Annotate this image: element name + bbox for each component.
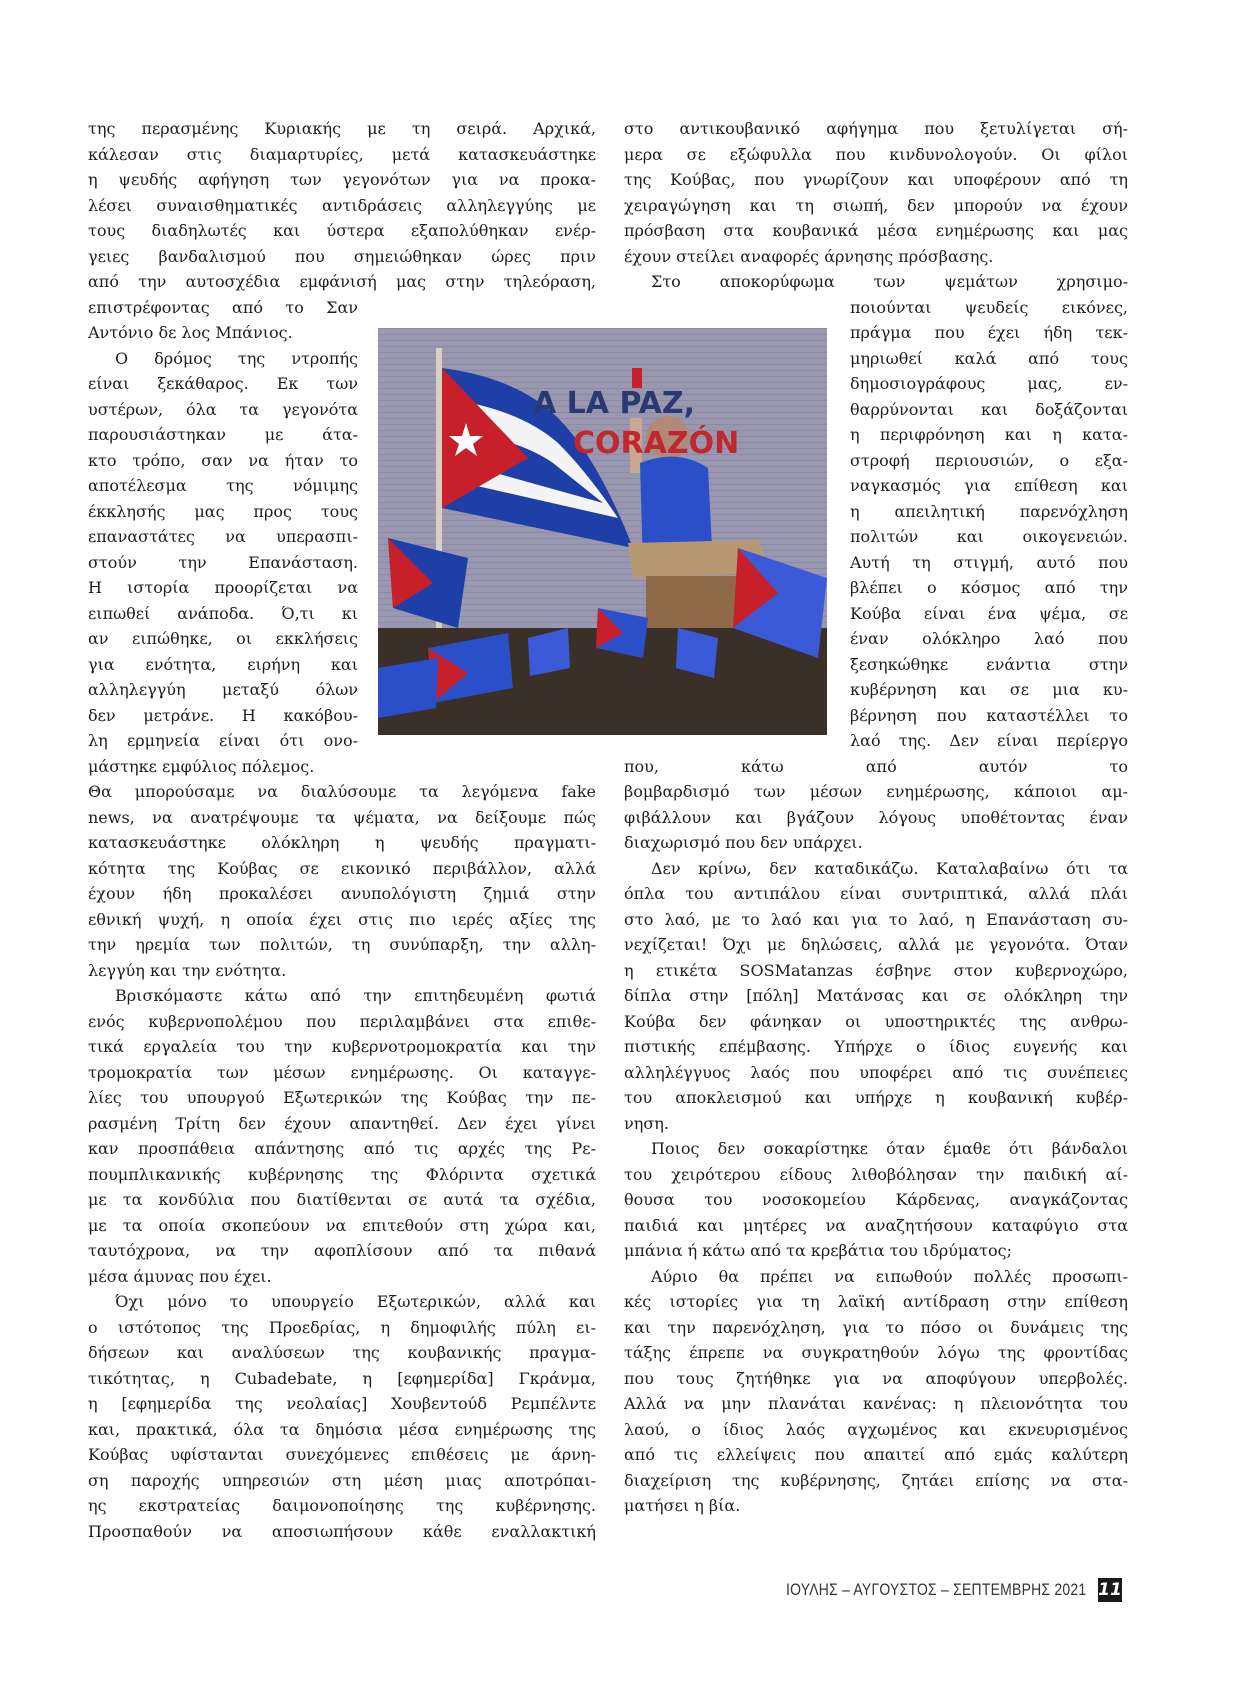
text-line: Ο δρόμος της ντροπής bbox=[115, 348, 358, 368]
text-line: Κούβα δεν φάνηκαν οι υποστηρικτές της ανθρω- bbox=[624, 1011, 1128, 1031]
text-line: νεχίζεται! Όχι με δηλώσεις, αλλά με γεγονότα. Όταν bbox=[624, 935, 1128, 954]
text-line: που, κάτω από αυτόν το bbox=[624, 756, 1128, 776]
text-line: από την αυτοσχέδια εμφάνισή μας στην τηλεόραση, bbox=[88, 272, 596, 291]
text-line: έχουν ήδη προκαλέσει ανυπολόγιστη ζημιά στην bbox=[88, 884, 596, 903]
text-line: με τα οποία σκοπεύουν να επιτεθούν στη χώρα και, bbox=[88, 1215, 596, 1235]
text-line: κότητα της Κούβας σε εικονικό περιβάλλον, αλλά bbox=[88, 858, 596, 878]
text-line: δημοσιογράφους μας, εν- bbox=[850, 374, 1128, 393]
text-line: βλέπει ο κόσμος από την bbox=[850, 578, 1128, 597]
text-line: Βρισκόμαστε κάτω από την επιτηδευμένη φωτιά bbox=[115, 986, 596, 1005]
text-line: έκκλησής μας προς τους bbox=[88, 501, 358, 521]
issue-date: ΙΟΥΛΗΣ – ΑΥΓΟΥΣΤΟΣ – ΣΕΠΤΕΜΒΡΗΣ 2021 bbox=[785, 1580, 1086, 1599]
text-line: η περιφρόνηση και η κατα- bbox=[850, 425, 1128, 444]
text-line: λαού, ο ίδιος λαός αγχωμένος και εκνευρισμένος bbox=[624, 1419, 1128, 1439]
text-line: χειραγώγηση και τη σιωπή, δεν μπορούν να έχουν bbox=[624, 195, 1128, 215]
text-line: λεγγύη και την ενότητα. bbox=[88, 960, 287, 980]
text-line: ενός κυβερνοπολέμου που περιλαμβάνει στα επιθε- bbox=[88, 1011, 596, 1031]
text-line: η ετικέτα SOSMatanzas έσβηνε στον κυβερνοχώρο, bbox=[624, 960, 1128, 980]
text-line: μέσα άμυνας που έχει. bbox=[88, 1266, 272, 1286]
article-photo-rally bbox=[378, 328, 827, 735]
text-line: λίες του υπουργού Εξωτερικών της Κούβας την πε- bbox=[88, 1088, 596, 1107]
text-line: ματήσει η βία. bbox=[624, 1496, 741, 1515]
text-line: κατασκευάστηκε ολόκληρη η ψευδής πραγματι- bbox=[88, 833, 596, 852]
text-line: Θα μπορούσαμε να διαλύσουμε τα λεγόμενα fake bbox=[88, 782, 596, 801]
text-line: κάλεσαν στις διαμαρτυρίες, μετά κατασκευάστηκε bbox=[88, 144, 596, 164]
text-line: έχουν στείλει αναφορές άρνησης πρόσβασης. bbox=[624, 246, 994, 266]
text-line: λαό της. Δεν είναι περίεργο bbox=[850, 731, 1128, 750]
text-line: ρασμένη Τρίτη δεν έχουν απαντηθεί. Δεν έχει γίνει bbox=[88, 1113, 596, 1133]
text-line: που τους ζητήθηκε για να αποφύγουν υπερβολές. bbox=[624, 1368, 1128, 1388]
text-line: φιβάλλουν και βγάζουν λόγους υποθέτοντας έναν bbox=[624, 807, 1128, 827]
text-line: με τα κονδύλια που διατίθενται σε αυτά τα σχέδια, bbox=[88, 1190, 596, 1209]
text-line: κτο τρόπο, σαν να ήταν το bbox=[88, 450, 358, 470]
text-line: Κούβα είναι ένα ψέμα, σε bbox=[850, 603, 1128, 623]
text-line: πιστικής επέμβασης. Υπήρχε ο ίδιος ευγενής και bbox=[624, 1037, 1128, 1056]
photo-illustration bbox=[378, 328, 827, 735]
text-line: νηση. bbox=[624, 1113, 669, 1133]
text-line: επιστρέφοντας από το Σαν bbox=[88, 297, 358, 317]
text-line: στο αντικουβανικό αφήγημα που ξετυλίγεται σή- bbox=[624, 119, 1128, 138]
text-line: αν ειπώθηκε, οι εκκλήσεις bbox=[88, 629, 358, 648]
text-line: επαναστάτες να υπερασπι- bbox=[88, 527, 358, 546]
text-line: πουμπλικανικής κυβέρνησης της Φλόριντα σχετικά bbox=[88, 1164, 596, 1184]
text-line: αλληλεγγύη μεταξύ όλων bbox=[88, 680, 358, 699]
text-line: παιδιά και μητέρες να αναζητήσουν καταφύγιο στα bbox=[624, 1215, 1128, 1235]
text-line: του αποκλεισμού και υπήρχε η κουβανική κυβέρ- bbox=[624, 1088, 1128, 1107]
text-line: news, να ανατρέψουμε τα ψέματα, να δείξουμε πώς bbox=[88, 807, 596, 827]
text-line: μηριωθεί καλά από τους bbox=[850, 348, 1128, 368]
text-line: Η ιστορία προορίζεται να bbox=[88, 578, 358, 597]
text-line: τους διαδηλωτές και ύστερα εξαπολύθηκαν ενέρ- bbox=[88, 221, 596, 240]
page-footer bbox=[700, 1578, 1122, 1604]
banner-text-2: CORAZÓN bbox=[573, 426, 740, 461]
text-line: αλληλέγγυος λαός που υποφέρει από τις συνέπειες bbox=[624, 1062, 1128, 1082]
text-line: Αύριο θα πρέπει να ειπωθούν πολλές προσωπι- bbox=[651, 1266, 1128, 1286]
text-line: Αντόνιο δε λος Μπάνιος. bbox=[88, 323, 293, 342]
text-line: μερα σε εξώφυλλα που κινδυνολογούν. Οι φίλοι bbox=[624, 144, 1128, 164]
text-line: εθνική ψυχή, η οποία έχει στις πιο ιερές αξίες της bbox=[88, 909, 596, 929]
text-line: όπλα του αντιπάλου είναι συντριπτικά, αλλά πλάι bbox=[624, 884, 1128, 903]
text-line: βομβαρδισμό των μέσων ενημέρωσης, κάποιοι αμ- bbox=[624, 782, 1128, 801]
text-line: κυβέρνηση και σε μια κυ- bbox=[850, 680, 1128, 699]
text-line: και, πρακτικά, όλα τα δημόσια μέσα ενημέρωσης της bbox=[88, 1419, 596, 1439]
banner-text-1: A LA PAZ, bbox=[533, 386, 696, 421]
text-line: τικά εργαλεία του την κυβερνοτρομοκρατία και την bbox=[88, 1037, 596, 1056]
text-line: Όχι μόνο το υπουργείο Εξωτερικών, αλλά και bbox=[115, 1292, 596, 1311]
text-line: είναι ξεκάθαρος. Εκ των bbox=[88, 374, 358, 393]
text-line: βέρνηση που καταστέλλει το bbox=[850, 705, 1128, 725]
text-line: γειες βανδαλισμού που σημειώθηκαν ώρες πριν bbox=[88, 246, 596, 266]
text-line: ο ιστότοπος της Προεδρίας, η δημοφιλής πύλη ει- bbox=[88, 1317, 596, 1337]
text-line: λέσει συναισθηματικές αντιδράσεις αλληλεγγύης με bbox=[88, 195, 596, 215]
text-line: του χειρότερου είδους λιθοβόλησαν την παιδική αί- bbox=[624, 1164, 1128, 1184]
text-line: τρομοκρατία των μέσων ενημέρωσης. Οι καταγγε- bbox=[88, 1062, 596, 1082]
text-line: πρόσβαση στα κουβανικά μέσα ενημέρωσης και μας bbox=[624, 221, 1128, 240]
text-line: πράγμα που έχει ήδη τεκ- bbox=[850, 323, 1128, 342]
text-line: ναγκασμός για επίθεση και bbox=[850, 476, 1128, 495]
text-line: αποτέλεσμα της νόμιμης bbox=[88, 476, 358, 495]
text-line: δεν μετράνε. Η κακόβου- bbox=[88, 705, 358, 725]
text-line: διαχωρισμό που δεν υπάρχει. bbox=[624, 833, 863, 852]
text-line: Στο αποκορύφωμα των ψεμάτων χρησιμο- bbox=[651, 272, 1128, 291]
text-line: της Κούβας, που γνωρίζουν και υποφέρουν από τη bbox=[624, 170, 1128, 189]
text-line: τάξης έπρεπε να συγκρατηθούν λόγω της φροντίδας bbox=[624, 1343, 1128, 1362]
text-line: θουσα του νοσοκομείου Κάρδενας, αναγκάζοντας bbox=[624, 1190, 1128, 1209]
text-line: της περασμένης Κυριακής με τη σειρά. Αρχικά, bbox=[88, 119, 596, 138]
text-line: Ποιος δεν σοκαρίστηκε όταν έμαθε ότι βάνδαλοι bbox=[651, 1139, 1128, 1158]
text-line: Δεν κρίνω, δεν καταδικάζω. Καταλαβαίνω ότι τα bbox=[651, 858, 1128, 878]
text-line: ταυτόχρονα, να την αφοπλίσουν από τα πιθανά bbox=[88, 1241, 596, 1260]
text-line: δίπλα στην [πόλη] Ματάνσας και σε ολόκληρη την bbox=[624, 986, 1128, 1005]
text-line: στο λαό, με το λαό και για το λαό, η Επανάσταση συ- bbox=[624, 909, 1128, 929]
text-line: ξεσηκώθηκε ενάντια στην bbox=[850, 654, 1128, 674]
text-line: υστέρων, όλα τα γεγονότα bbox=[88, 399, 358, 419]
text-line: Κούβας υφίστανται συνεχόμενες επιθέσεις με άρνη- bbox=[88, 1445, 596, 1464]
text-line: πολιτών και οικογενειών. bbox=[850, 527, 1128, 546]
text-line: Αλλά να μην πλανάται κανένας: η πλειονότητα του bbox=[624, 1394, 1128, 1413]
text-line: για ενότητα, ειρήνη και bbox=[88, 654, 358, 674]
text-line: τικότητας, η Cubadebate, η [εφημερίδα] Γκράνμα, bbox=[88, 1368, 596, 1388]
text-line: και την παρενόχληση, για το πόσο οι δυνάμεις της bbox=[624, 1317, 1128, 1337]
text-line: από τις ελλείψεις που απαιτεί από εμάς καλύτερη bbox=[624, 1445, 1128, 1464]
text-line: ειπωθεί ανάποδα. Ό,τι κι bbox=[88, 603, 358, 623]
text-line: η [εφημερίδα της νεολαίας] Χουβεντούδ Ρεμπέλντε bbox=[88, 1394, 596, 1413]
text-line: Προσπαθούν να αποσιωπήσουν κάθε εναλλακτική bbox=[88, 1521, 596, 1541]
text-line: την ηρεμία των πολιτών, τη συνύπαρξη, την αλλη- bbox=[88, 935, 596, 954]
text-line: έναν ολόκληρο λαό που bbox=[850, 629, 1128, 648]
text-line: παρουσιάστηκαν με άτα- bbox=[88, 425, 358, 444]
text-line: η ψευδής αφήγηση των γεγονότων για να προκα- bbox=[88, 170, 596, 189]
text-line: θαρρύνονται και δοξάζονται bbox=[850, 399, 1128, 419]
text-line: Αυτή τη στιγμή, αυτό που bbox=[850, 552, 1128, 572]
article-column-right bbox=[624, 116, 1128, 1519]
text-line: ης εκστρατείας δαιμονοποίησης της κυβέρνησης. bbox=[88, 1496, 596, 1515]
text-line: κές ιστορίες για τη λαϊκή αντίδραση στην επίθεση bbox=[624, 1292, 1128, 1311]
text-line: η απειλητική παρενόχληση bbox=[850, 501, 1128, 521]
text-line: διαχείριση της κυβέρνησης, ζητάει επίσης να στα- bbox=[624, 1470, 1128, 1490]
text-line: ση παροχής υπηρεσιών στη μέση μιας αποτρόπαι- bbox=[88, 1470, 596, 1490]
text-line: στροφή περιουσιών, ο εξα- bbox=[850, 450, 1128, 470]
text-line: λη ερμηνεία είναι ότι ονο- bbox=[88, 731, 358, 750]
text-line: δήσεων και αναλύσεων της κουβανικής πραγμα- bbox=[88, 1343, 596, 1362]
text-line: μάστηκε εμφύλιος πόλεμος. bbox=[88, 756, 315, 776]
text-line: καν προσπάθεια απάντησης από τις αρχές της Ρε- bbox=[88, 1139, 596, 1158]
text-line: μπάνια ή κάτω από τα κρεβάτια του ιδρύματος; bbox=[624, 1241, 1012, 1260]
page-number: 11 bbox=[1098, 1580, 1122, 1600]
text-line: ποιούνται ψευδείς εικόνες, bbox=[850, 297, 1128, 317]
text-line: στούν την Επανάσταση. bbox=[88, 552, 358, 572]
